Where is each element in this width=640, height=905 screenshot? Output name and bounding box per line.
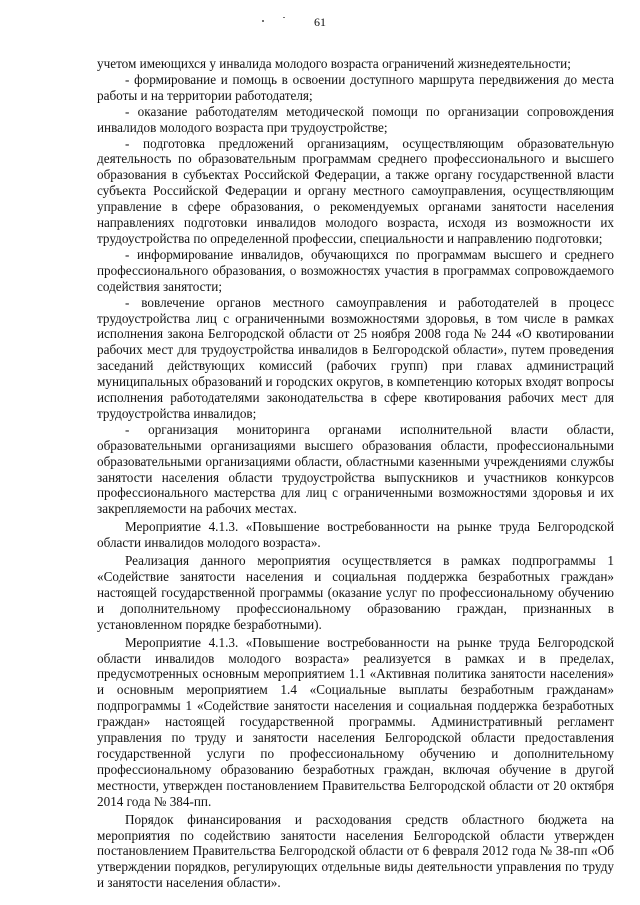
page-number: 61: [314, 15, 326, 29]
list-item: - вовлечение органов местного самоуправления и работодателей в процесс трудоустройства лиц с ограниченными возможностями здоровья, в том числе в рамках исполнения закона Белгородской области от 25 ноября 2008 года № 244 «О квотировании рабочих мест для трудоустройства инвалидов в Белгородской области», путем проведения заседаний действующих комиссий (рабочих групп) при главах администраций муниципальных образований и городских округов, в компетенцию которых входят вопросы исполнения работодателями законодательства в сфере квотирования рабочих мест для трудоустройства инвалидов;: [97, 294, 614, 421]
paragraph: учетом имеющихся у инвалида молодого возраста ограничений жизнедеятельности;: [97, 56, 571, 71]
list-item: - оказание работодателям методической помощи по организации сопровождения инвалидов молодого возраста при трудоустройстве;: [97, 103, 614, 135]
list-item: - формирование и помощь в освоении доступного маршрута передвижения до места работы и на территории работодателя;: [97, 71, 614, 103]
document-body: [97, 56, 614, 891]
list-item: - информирование инвалидов, обучающихся по программам высшего и среднего профессионального образования, о возможностях участия в программах сопровождаемого содействия занятости;: [97, 246, 614, 294]
paragraph: Порядок финансирования и расходования средств областного бюджета на мероприятия по содействию занятости населения Белгородской области утвержден постановлением Правительства Белгородской области от 6 февраля 2012 года № 38-пп «Об утверждении порядков, регулирующих отдельные виды деятельности управления по труду и занятости населения области».: [97, 811, 614, 891]
paragraph: Реализация данного мероприятия осуществляется в рамках подпрограммы 1 «Содействие занятости населения и социальная поддержка безработных граждан» настоящей государственной программы (оказание услуг по профессиональному обучению и дополнительному профессиональному образованию граждан, признанных в установленном порядке безработными).: [97, 553, 614, 632]
paragraph: Мероприятие 4.1.3. «Повышение востребованности на рынке труда Белгородской области инвалидов молодого возраста» реализуется в рамках и в пределах, предусмотренных основным мероприятием 1.1 «Активная политика занятости населения» и основным мероприятием 1.4 «Социальные выплаты безработным гражданам» подпрограммы 1 «Содействие занятости населения и социальная поддержка безработных граждан» настоящей государственной программы. Административный регламент управления по труду и занятости населения Белгородской области предоставления государственной услуги по профессиональному обучению и дополнительному профессиональному образованию безработных граждан, включая обучение в другой местности, утвержден постановлением Правительства Белгородской области от 20 октября 2014 года № 384-пп.: [97, 634, 614, 809]
list-item: - организация мониторинга органами исполнительной власти области, образовательными организациями высшего образования области, профессиональными образовательными организациями области, областными казенными учреждениями службы занятости населения области трудоустройства выпускников и участников конкурсов профессионального мастерства для лиц с ограниченными возможностями здоровья и их закрепляемости на рабочих местах.: [97, 421, 614, 517]
list-item: - подготовка предложений организациям, осуществляющим образовательную деятельность по образовательным программам среднего профессионального и высшего образования в субъектах Российской Федерации, а также органу государственной власти субъекта Российской Федерации и органу местного самоуправления, осуществляющим управление в сфере образования, о рекомендуемых органами занятости населения направлениях подготовки инвалидов молодого возраста, исходя из возможности их трудоустройства по определенной профессии, специальности и направлению подготовки;: [97, 135, 614, 246]
paragraph: Мероприятие 4.1.3. «Повышение востребованности на рынке труда Белгородской области инвалидов молодого возраста».: [97, 519, 614, 551]
